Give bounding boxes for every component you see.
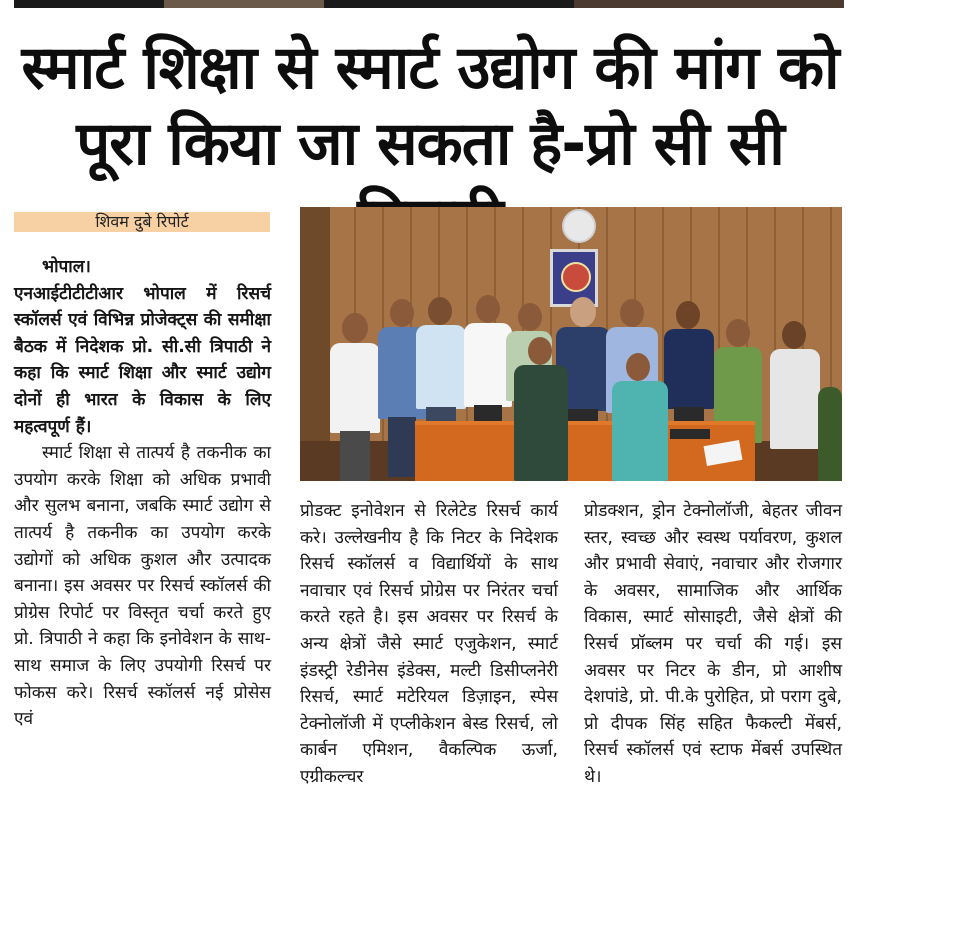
strip-segment <box>574 0 844 8</box>
lead-paragraph: एनआईटीटीटीआर भोपाल में रिसर्च स्कॉलर्स एवं विभिन्न प्रोजेक्ट्स की समीक्षा बैठक में निदेशक प्रो. सी.सी त्रिपाठी ने कहा कि स्मार्ट शिक्षा और स्मार्ट उद्योग दोनों ही भारत के विकास के लिए महत्वपूर्ण हैं। <box>14 283 271 437</box>
headline-line-1: स्मार्ट शिक्षा से स्मार्ट उद्योग की मांग को <box>21 33 839 103</box>
headline-line-2: पूरा किया जा सकता है-प्रो सी सी <box>76 109 784 179</box>
photo-door <box>300 207 330 481</box>
wall-emblem <box>550 249 598 307</box>
body-paragraph-3: प्रोडक्शन, ड्रोन टेक्नोलॉजी, बेहतर जीवन स्तर, स्वच्छ और स्वस्थ पर्यावरण, कुशल और प्रभावी सेवाएं, नवाचार और रोजगार के अवसर, सामाजिक और आर्थिक विकास, स्मार्ट सोसाइटी, जैसे क्षेत्रों की रिसर्च प्रॉब्लम पर चर्चा की गई। इस अवसर पर निटर के डीन, प्रो आशीष देशपांडे, प्रो. पी.के पुरोहित, प्रो पराग दुबे, प्रो दीपक सिंह सहित फैकल्टी मेंबर्स, रिसर्च स्कॉलर्स एवं स्टाफ मेंबर्स उपस्थित थे। <box>584 501 842 787</box>
column-3 <box>584 498 842 791</box>
strip-segment <box>164 0 324 8</box>
emblem-seal <box>561 262 591 292</box>
group-photo <box>300 207 842 481</box>
potted-plant <box>818 387 842 481</box>
dateline: भोपाल। <box>42 257 91 277</box>
body-paragraph-1: स्मार्ट शिक्षा से तात्पर्य है तकनीक का उपयोग करके शिक्षा को अधिक प्रभावी और सुलभ बनाना, जबकि स्मार्ट उद्योग से तात्पर्य है तकनीक का उपयोग करके उद्योगों को अधिक कुशल और उत्पादक बनाना। इस अवसर पर रिसर्च स्कॉलर्स की प्रोग्रेस रिपोर्ट पर विस्तृत चर्चा करते हुए प्रो. त्रिपाठी ने कहा कि इनोवेशन के साथ-साथ समाज के लिए उपयोगी रिसर्च पर फोकस करे। रिसर्च स्कॉलर्स नई प्रोसेस एवं <box>14 443 271 730</box>
top-image-strip <box>14 0 844 8</box>
byline: शिवम दुबे रिपोर्ट <box>14 212 270 232</box>
body-paragraph-2: प्रोडक्ट इनोवेशन से रिलेटेड रिसर्च कार्य करे। उल्लेखनीय है कि निटर के निदेशक रिसर्च स्कॉलर्स व विद्यार्थियों के साथ नवाचार एवं रिसर्च प्रोग्रेस पर निरंतर चर्चा करते रहते है। इस अवसर पर रिसर्च के अन्य क्षेत्रों जैसे स्मार्ट एजुकेशन, स्मार्ट इंडस्ट्री रेडीनेस इंडेक्स, मल्टी डिसीप्लनेरी रिसर्च, स्मार्ट मटेरियल डिज़ाइन, स्पेस टेक्नोलॉजी में एप्लीकेशन बेस्ड रिसर्च, लो कार्बन एमिशन, वैकल्पिक ऊर्जा, एग्रीकल्चर <box>300 501 558 787</box>
column-2 <box>300 498 558 791</box>
laptop <box>670 429 710 439</box>
column-1 <box>14 254 271 733</box>
wall-fan <box>562 209 596 243</box>
